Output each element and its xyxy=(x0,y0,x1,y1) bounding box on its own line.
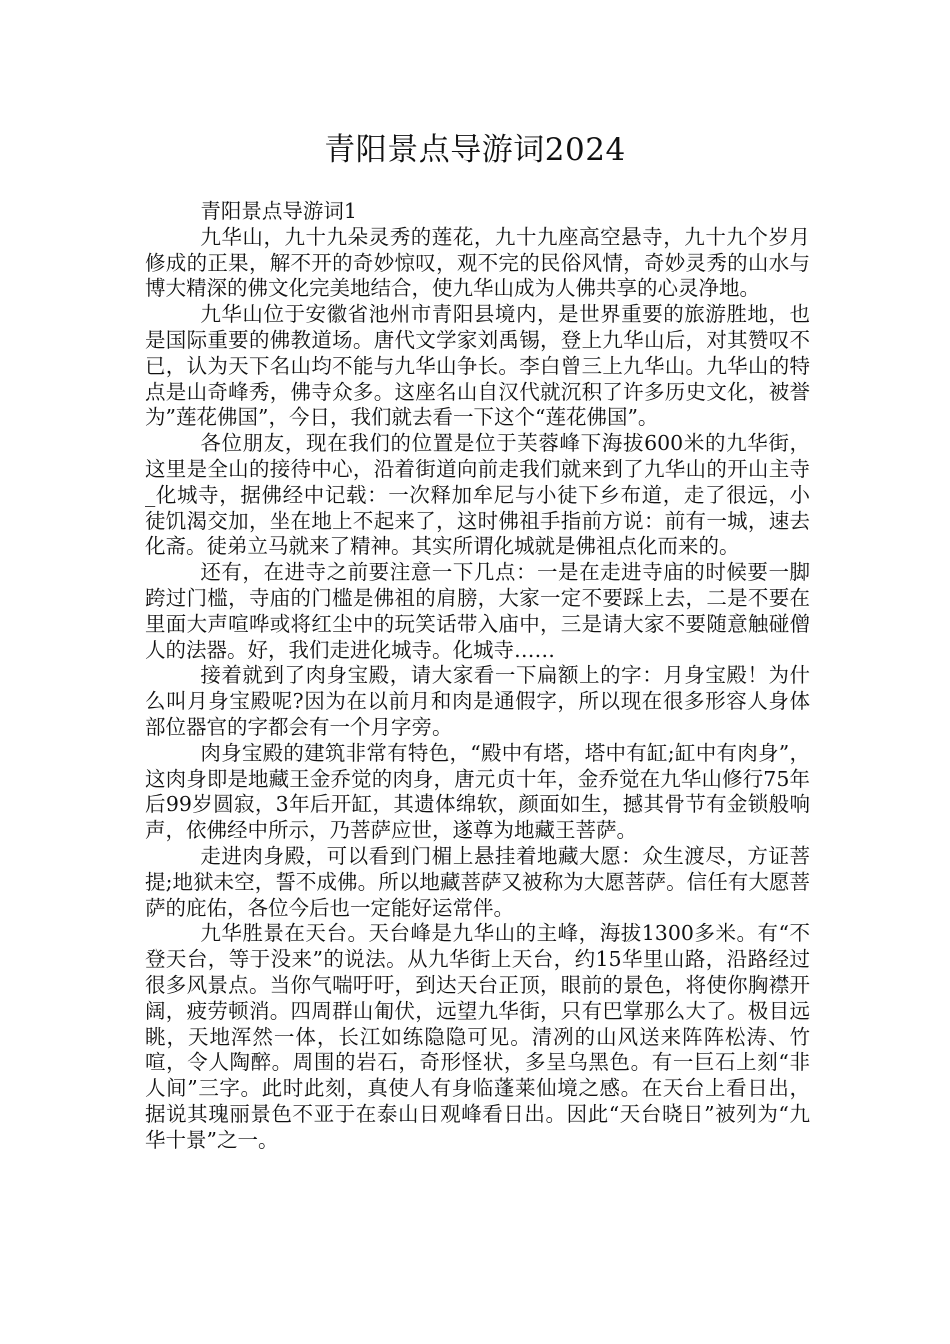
section-subtitle: 青阳景点导游词1 xyxy=(200,199,357,223)
document-body xyxy=(145,199,810,1153)
paragraph-6: 肉身宝殿的建筑非常有特色，“殿中有塔，塔中有缸;缸中有肉身”，这肉身即是地藏王金乔觉的肉身，唐元贞十年，金乔觉在九华山修行75年后99岁圆寂，3年后开缸，其遗体绵软，颜面如生，撼其骨节有金锁般响声，依佛经中所示，乃菩萨应世，遂尊为地藏王菩萨。 xyxy=(145,740,810,843)
paragraph-4: 还有，在进寺之前要注意一下几点：一是在走进寺庙的时候要一脚跨过门槛，寺庙的门槛是佛祖的肩膀，大家一定不要踩上去，二是不要在里面大声喧哗或将红尘中的玩笑话带入庙中，三是请大家不要随意触碰僧人的法器。好，我们走进化城寺。化城寺…… xyxy=(145,560,810,662)
paragraph-7: 走进肉身殿，可以看到门楣上悬挂着地藏大愿：众生渡尽，方证菩提;地狱未空，誓不成佛。所以地藏菩萨又被称为大愿菩萨。信任有大愿菩萨的庇佑，各位今后也一定能好运常伴。 xyxy=(145,843,810,920)
document-title: 青阳景点导游词2024 xyxy=(324,132,626,168)
paragraph-8: 九华胜景在天台。天台峰是九华山的主峰，海拔1300多米。有“不登天台，等于没来”的说法。从九华街上天台，约15华里山路，沿路经过很多风景点。当你气喘吁吁，到达天台正顶，眼前的景色，将使你胸襟开阔，疲劳顿消。四周群山匍伏，远望九华街，只有巴掌那么大了。极目远眺，天地浑然一体，长江如练隐隐可见。清冽的山风送来阵阵松涛、竹喧，令人陶醉。周围的岩石，奇形怪状，多呈乌黑色。有一巨石上刻“非人间”三字。此时此刻，真使人有身临蓬莱仙境之感。在天台上看日出，据说其瑰丽景色不亚于在泰山日观峰看日出。因此“天台晓日”被列为“九华十景”之一。 xyxy=(145,921,810,1152)
paragraph-3: 各位朋友，现在我们的位置是位于芙蓉峰下海拔600米的九华街，这里是全山的接待中心，沿着街道向前走我们就来到了九华山的开山主寺_化城寺，据佛经中记载：一次释加牟尼与小徒下乡布道，走了很远，小徒饥渴交加，坐在地上不起来了，这时佛祖手指前方说：前有一城，速去化斋。徒弟立马就来了精神。其实所谓化城就是佛祖点化而来的。 xyxy=(145,431,810,559)
paragraph-1: 九华山，九十九朵灵秀的莲花，九十九座高空悬寺，九十九个岁月修成的正果，解不开的奇妙惊叹，观不完的民俗风情，奇妙灵秀的山水与博大精深的佛文化完美地结合，使九华山成为人佛共享的心灵净地。 xyxy=(145,224,810,301)
paragraph-5: 接着就到了肉身宝殿，请大家看一下扁额上的字：月身宝殿！为什么叫月身宝殿呢?因为在以前月和肉是通假字，所以现在很多形容人身体部位器官的字都会有一个月字旁。 xyxy=(145,663,810,739)
paragraph-2: 九华山位于安徽省池州市青阳县境内，是世界重要的旅游胜地，也是国际重要的佛教道场。唐代文学家刘禹锡，登上九华山后，对其赞叹不已，认为天下名山均不能与九华山争长。李白曾三上九华山。九华山的特点是山奇峰秀，佛寺众多。这座名山自汉代就沉积了许多历史文化，被誉为”莲花佛国”，今日，我们就去看一下这个“莲花佛国”。 xyxy=(145,302,810,430)
